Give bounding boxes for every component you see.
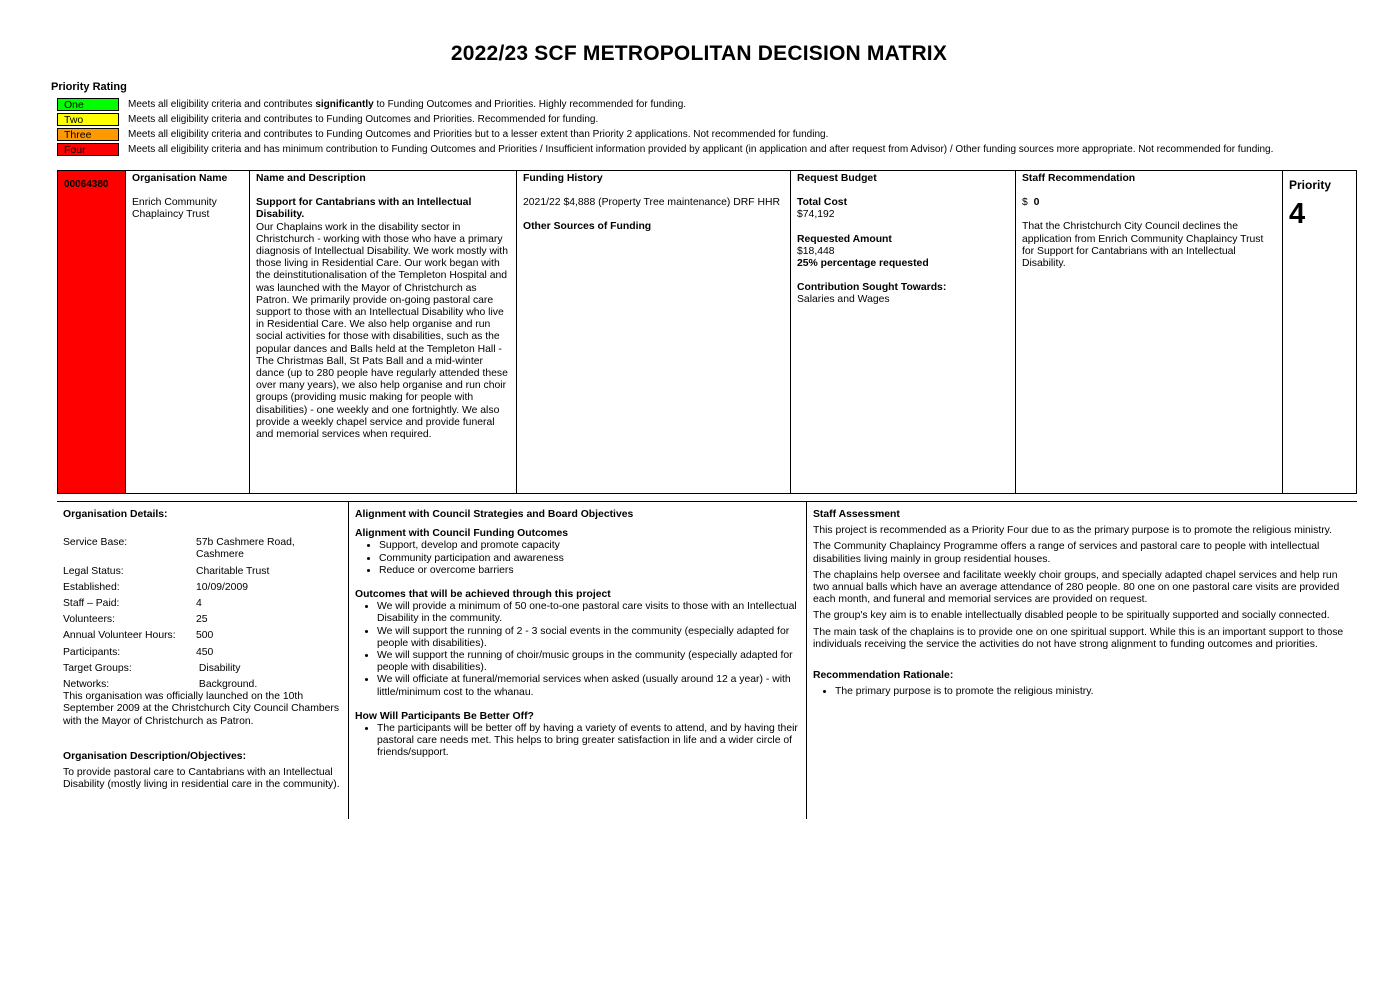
- request-budget-header: Request Budget: [797, 173, 877, 184]
- funding-outcomes-heading: Alignment with Council Funding Outcomes: [355, 528, 568, 540]
- legend-text-bold: significantly: [315, 99, 374, 110]
- other-sources-label: Other Sources of Funding: [523, 221, 652, 233]
- list-item: • We will provide a minimum of 50 one-to-one pastoral care visits to those with an Intellectual Disability in the community.: [377, 601, 800, 625]
- detail-value: Charitable Trust: [196, 565, 270, 577]
- detail-value: 500: [196, 630, 214, 642]
- detail-key: Established:: [63, 581, 120, 593]
- staff-recommendation-header: Staff Recommendation: [1022, 173, 1136, 184]
- organisation-details-panel: [57, 502, 349, 819]
- application-id: 00064380: [64, 179, 109, 190]
- assessment-paragraph: The main task of the chaplains is to provide one on one spiritual support. While this is an important support to those individuals receiving the service the activities do not have strong alignment to funding outcomes and priorities.: [813, 626, 1344, 650]
- detail-key: Participants:: [63, 646, 121, 658]
- funding-outcomes-list: [355, 540, 800, 577]
- alignment-panel: [349, 502, 807, 819]
- staff-assessment-heading: Staff Assessment: [813, 509, 900, 520]
- total-cost-value: $74,192: [797, 209, 835, 221]
- project-outcomes-list: [355, 601, 800, 699]
- detail-value: Disability: [196, 662, 241, 674]
- priority-swatch-three: Three: [57, 128, 119, 141]
- alignment-heading: Alignment with Council Strategies and Board Objectives: [355, 509, 634, 520]
- legend-text-three: Meets all eligibility criteria and contributes to Funding Outcomes and Priorities but to a lesser extent than Priority 2 applications. Not recommended for funding.: [128, 129, 829, 140]
- legend-row-three: [57, 127, 1357, 142]
- organisation-description-heading: Organisation Description/Objectives:: [63, 750, 247, 762]
- assessment-paragraph: The Community Chaplaincy Programme offers a range of services and pastoral care to people with intellectual disabilities living mainly in group residential houses.: [813, 541, 1320, 565]
- detail-value: 450: [196, 646, 214, 658]
- total-cost-label: Total Cost: [797, 197, 848, 209]
- priority-swatch-four: Four: [57, 143, 119, 156]
- funding-history-header: Funding History: [523, 173, 603, 184]
- list-item: • We will officiate at funeral/memorial services when asked (usually around 12 a year) - with little/minimum cost to the whanau.: [377, 674, 800, 698]
- detail-key: Annual Volunteer Hours:: [63, 630, 176, 642]
- staff-recommendation-amount: 0: [1033, 197, 1040, 209]
- assessment-paragraph: The chaplains help oversee and facilitate weekly choir groups, and specially adapted chapel services and help run two annual balls which have an average attendance of 280 people. 80 one on one pastoral care visits are provided each month, and funeral and memorial services are provided on request.: [813, 569, 1340, 606]
- organisation-details-heading: Organisation Details:: [63, 509, 168, 520]
- list-item: • Support, develop and promote capacity: [379, 540, 800, 552]
- detail-row: [63, 614, 342, 626]
- staff-recommendation-text: That the Christchurch City Council declines the application from Enrich Community Chaplaincy Trust for Support for Cantabrians with an Intellectual Disability.: [1022, 221, 1264, 270]
- list-item: • Community participation and awareness: [379, 553, 800, 565]
- list-item: • We will support the running of choir/music groups in the community (especially adapted for people with disabilities).: [377, 650, 800, 674]
- organisation-name-cell: [126, 171, 250, 493]
- project-name: Support for Cantabrians with an Intellectual Disability.: [256, 197, 472, 221]
- detail-key: Staff – Paid:: [63, 598, 120, 610]
- detail-key: Service Base:: [63, 537, 128, 549]
- requested-amount-value: $18,448: [797, 245, 835, 257]
- legend-row-four: [57, 142, 1357, 157]
- legend-text-part: to Funding Outcomes and Priorities. Highly recommended for funding.: [373, 99, 687, 110]
- priority-swatch-two: Two: [57, 113, 119, 126]
- legend-row-two: [57, 112, 1357, 127]
- detail-value: 57b Cashmere Road, Cashmere: [196, 537, 295, 561]
- detail-row: [63, 582, 342, 594]
- assessment-paragraph: The group's key aim is to enable intellectually disabled people to be spiritually supported and socially connected.: [813, 610, 1330, 622]
- priority-rating-heading: Priority Rating: [51, 81, 127, 93]
- list-item: • Reduce or overcome barriers: [379, 565, 800, 577]
- detail-row: [63, 630, 342, 642]
- launch-note: This organisation was officially launched on the 10th September 2009 at the Christchurch City Council Chambers with the Mayor of Christchurch as Patron.: [63, 691, 340, 727]
- organisation-name-header: Organisation Name: [132, 173, 228, 184]
- legend-row-one: [57, 97, 1357, 112]
- legend-text-two: Meets all eligibility criteria and contributes to Funding Outcomes and Priorities. Recommended for funding.: [128, 114, 599, 125]
- organisation-name: Enrich Community Chaplaincy Trust: [132, 197, 217, 221]
- priority-value: 4: [1289, 198, 1306, 231]
- detail-row: [63, 566, 342, 578]
- detail-row: [63, 679, 342, 691]
- detail-key: Legal Status:: [63, 565, 124, 577]
- legend-text-one: [128, 99, 686, 110]
- decision-matrix-row: [57, 170, 1357, 494]
- detail-value: 10/09/2009: [196, 581, 249, 593]
- detail-value: Background.: [196, 679, 258, 691]
- project-outcomes-heading: Outcomes that will be achieved through this project: [355, 589, 611, 601]
- list-item: • The primary purpose is to promote the religious ministry.: [835, 686, 1351, 698]
- priority-cell: [1283, 171, 1356, 493]
- detail-value: 25: [196, 614, 208, 626]
- contribution-label: Contribution Sought Towards:: [797, 282, 947, 294]
- details-section: [57, 502, 1357, 819]
- list-item: • We will support the running of 2 - 3 social events in the community (especially adapted for people with disabilities).: [377, 626, 800, 650]
- detail-value: 4: [196, 598, 202, 610]
- detail-key: Target Groups:: [63, 662, 132, 674]
- detail-row: [63, 647, 342, 659]
- page-title: 2022/23 SCF METROPOLITAN DECISION MATRIX: [450, 42, 948, 65]
- priority-header: Priority: [1289, 178, 1332, 192]
- legend-text-part: Meets all eligibility criteria and contributes: [128, 99, 316, 110]
- staff-recommendation-cell: [1016, 171, 1283, 493]
- priority-swatch-one: One: [57, 98, 119, 111]
- rationale-heading: Recommendation Rationale:: [813, 670, 954, 682]
- name-description-cell: [250, 171, 517, 493]
- staff-recommendation-amount-line: [1022, 197, 1276, 209]
- percentage-requested: 25% percentage requested: [797, 258, 929, 270]
- project-description: Our Chaplains work in the disability sector in Christchurch - working with those who have a primary diagnosis of Intellectual Disability. We work mostly with those living in Residential Care. Our work began with the deinstitutionalisation of the Templeton Hospital and was launched with the Mayor of Christchurch as Patron. We primarily provide on-going pastoral care support to those with an Intellectual Disability who live in Residential Care. We also help organise and run social activities for those with disabilities, such as the popular dances and Balls held at the Templeton Hall - The Christmas Ball, St Pats Ball and a mid-winter dance (up to 280 people have regularly attended these over many years), we also help organise and run choir groups (providing music making for people with disabilities) - one weekly and one fortnightly. We also provide a weekly chapel service and provide funeral and memorial services when required.: [256, 221, 508, 441]
- staff-assessment-panel: [807, 502, 1357, 819]
- currency-symbol: $: [1022, 197, 1028, 209]
- requested-amount-label: Requested Amount: [797, 233, 892, 245]
- contribution-value: Salaries and Wages: [797, 294, 890, 306]
- list-item: • The participants will be better off by having a variety of events to attend, and by having their pastoral care needs met. This helps to bring greater satisfaction in life and a wider circle of friends/support.: [377, 723, 800, 760]
- better-off-list: [355, 723, 800, 760]
- detail-key: Volunteers:: [63, 614, 115, 626]
- detail-row: [63, 663, 342, 675]
- better-off-heading: How Will Participants Be Better Off?: [355, 710, 534, 722]
- assessment-paragraph: This project is recommended as a Priority Four due to as the primary purpose is to promote the religious ministry.: [813, 525, 1332, 537]
- detail-key: Networks:: [63, 679, 110, 691]
- application-id-cell: [58, 171, 126, 493]
- priority-legend: [57, 97, 1357, 157]
- detail-row: [63, 598, 342, 610]
- name-description-header: Name and Description: [256, 173, 366, 184]
- request-budget-cell: [791, 171, 1016, 493]
- legend-text-four: Meets all eligibility criteria and has minimum contribution to Funding Outcomes and Priorities / Insufficient information provided by applicant (in application and after request from Advisor) / Other funding sources more appropriate. Not recommended for funding.: [128, 144, 1274, 155]
- funding-history: 2021/22 $4,888 (Property Tree maintenance) DRF HHR: [523, 197, 781, 209]
- funding-history-cell: [517, 171, 791, 493]
- organisation-description: To provide pastoral care to Cantabrians with an Intellectual Disability (mostly living in residential care in the community).: [63, 767, 340, 791]
- detail-row: [63, 537, 342, 561]
- rationale-list: [813, 686, 1351, 698]
